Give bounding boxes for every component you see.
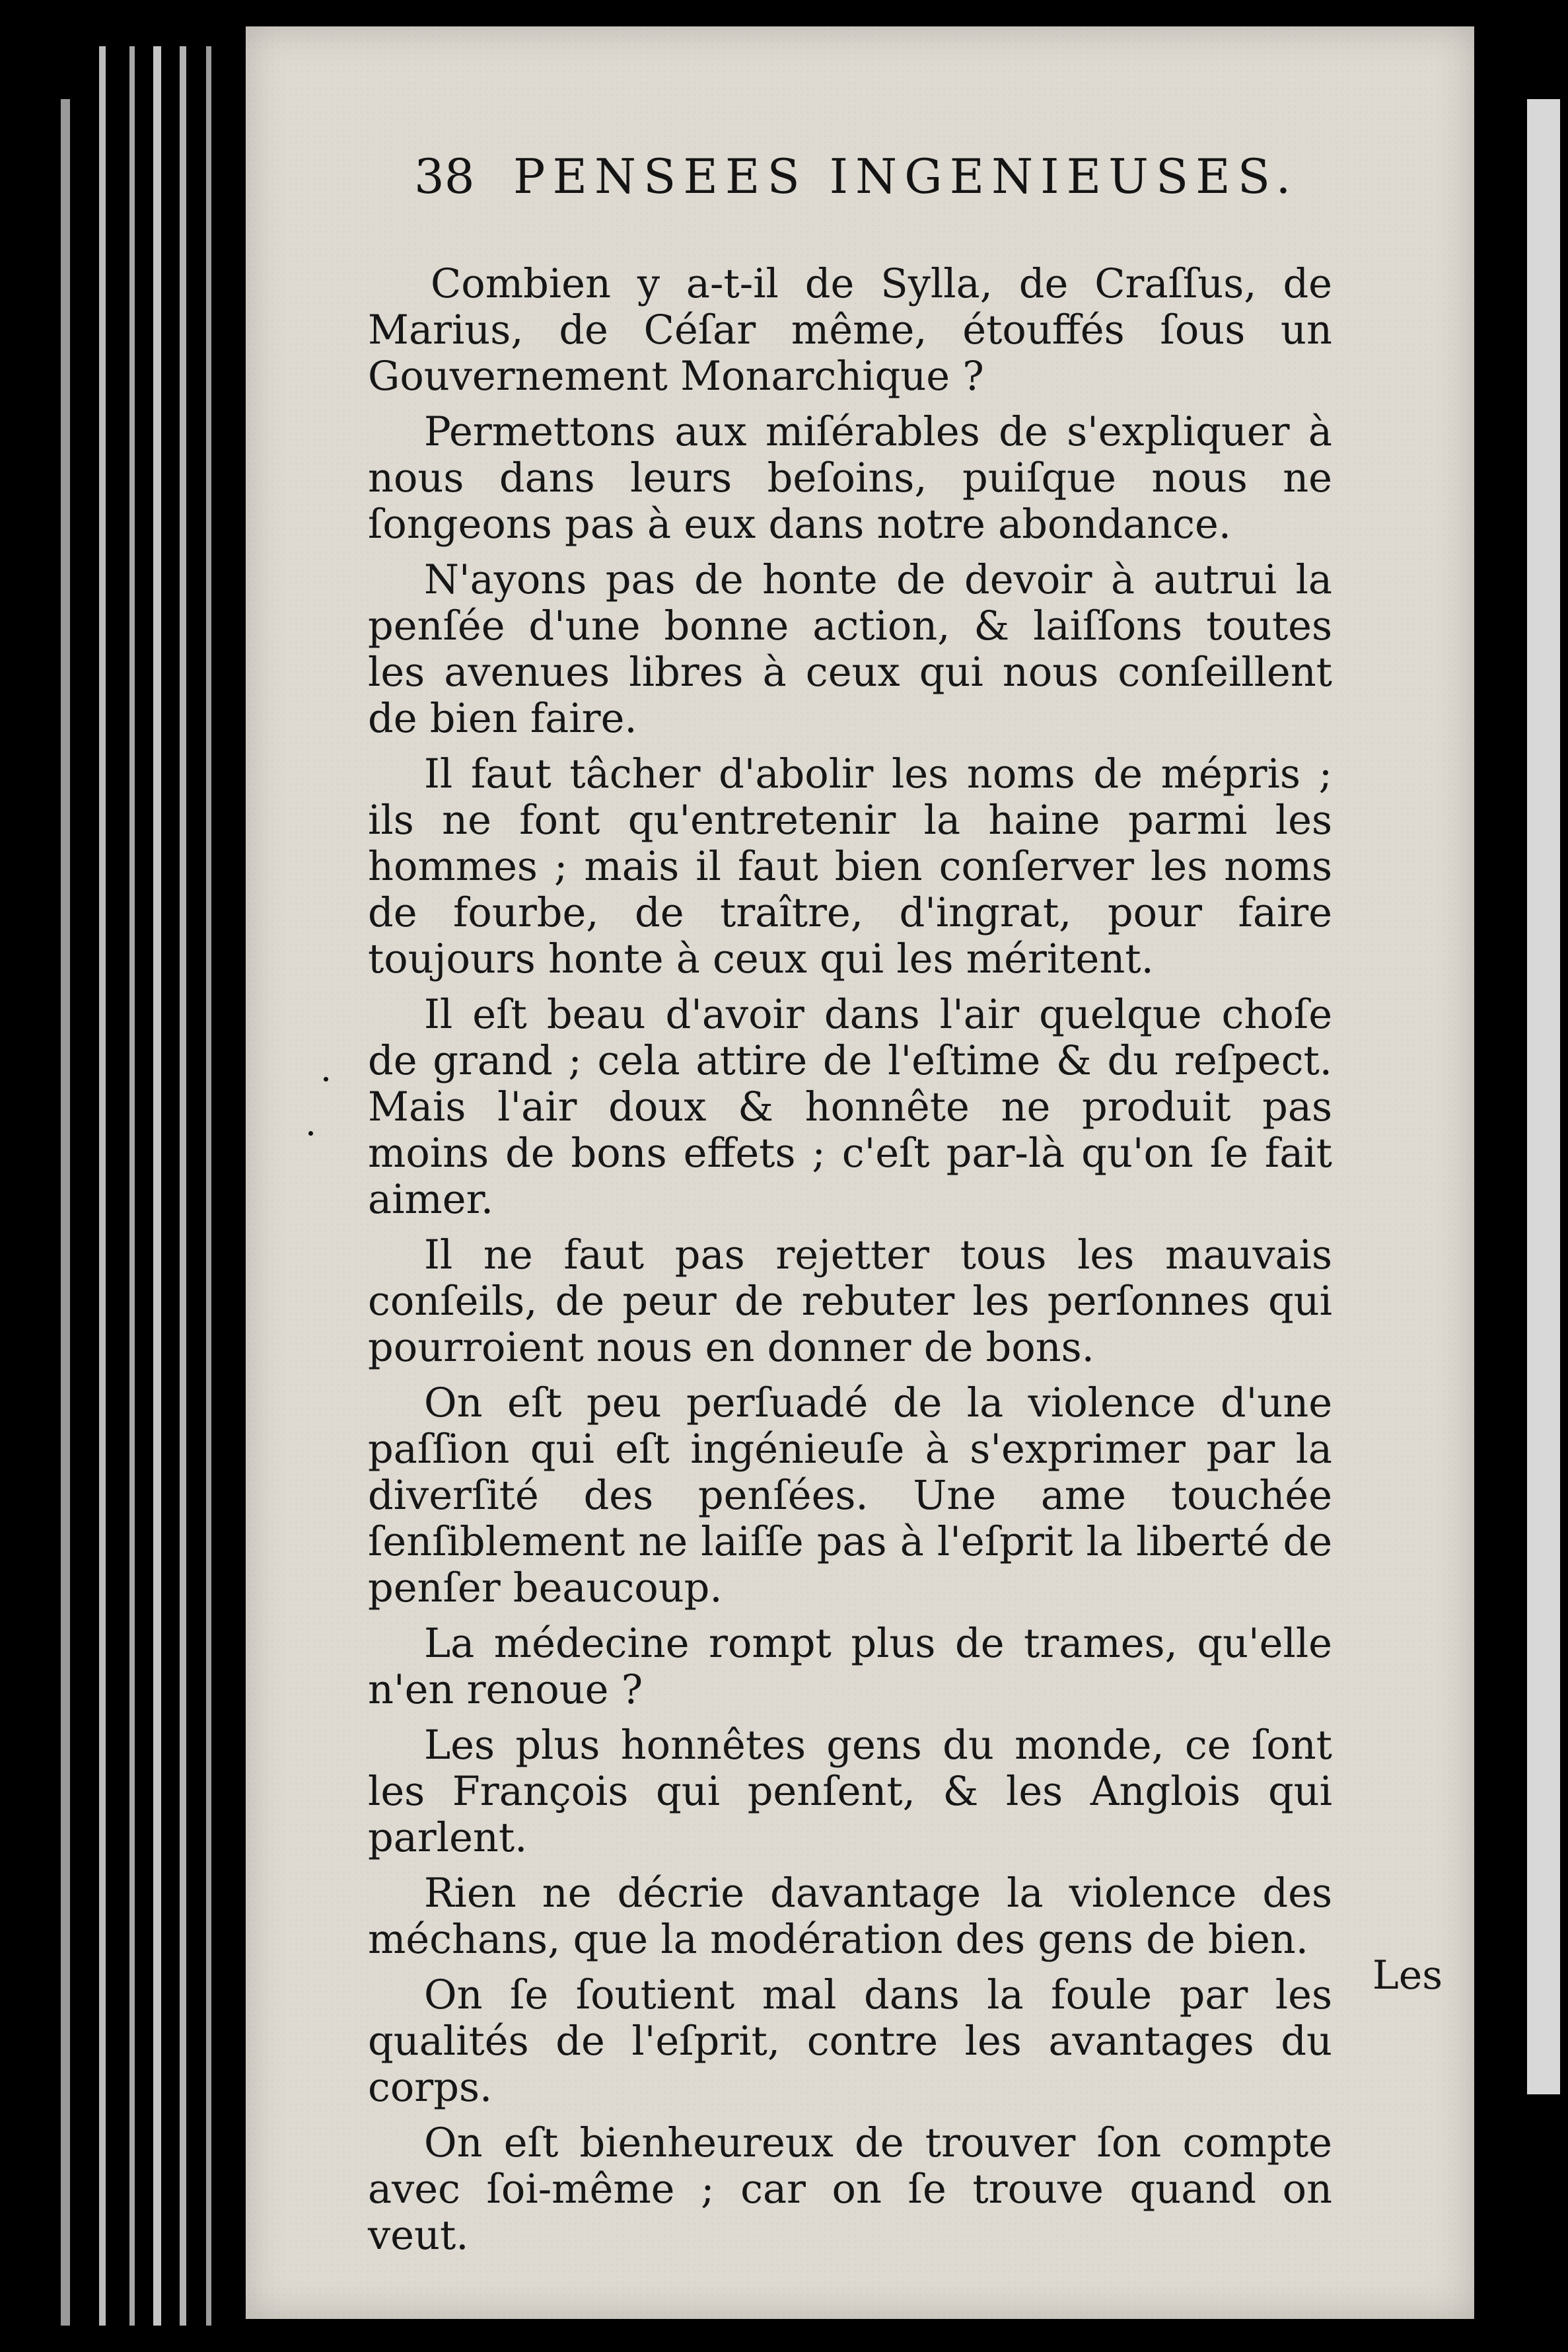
binding-edge (206, 46, 211, 2326)
adjacent-page-edge (1527, 99, 1560, 2094)
paragraph: On ſe ſoutient mal dans la foule par les qualités de l'eſprit, contre les avantages du corps. (368, 1972, 1332, 2111)
paragraph: Il eſt beau d'avoir dans l'air quelque choſe de grand ; cela attire de l'eſtime & du reſpect. Mais l'air doux & honnête ne produit pas moins de bons effets ; c'eſt par-là qu'on ſe fait aimer. (368, 992, 1332, 1223)
body-text (368, 261, 1332, 2268)
paragraph: On eſt peu perſuadé de la violence d'une paſſion qui eſt ingénieuſe à s'exprimer par la diverſité des penſées. Une ame touchée ſenſiblement ne laiſſe pas à l'eſprit la liberté de penſer beaucoup. (368, 1380, 1332, 1611)
binding-edge (153, 46, 161, 2326)
binding-edge (61, 99, 70, 2326)
page-number: 38 (414, 149, 475, 204)
binding-edge (129, 46, 135, 2326)
running-head (414, 149, 1438, 221)
paragraph: Permettons aux miſérables de s'expliquer à nous dans leurs beſoins, puiſque nous ne ſongeons pas à eux dans notre abondance. (368, 409, 1332, 548)
ink-speck (324, 1077, 328, 1082)
paragraph: On eſt bienheureux de trouver ſon compte avec ſoi-même ; car on ſe trouve quand on veut. (368, 2120, 1332, 2259)
running-head-title: PENSEES INGENIEUSES. (513, 149, 1299, 204)
paragraph: Combien y a-t-il de Sylla, de Craſſus, de Marius, de Céſar même, étouffés ſous un Gouvernement Monarchique ? (368, 261, 1332, 400)
paragraph: Il ne faut pas rejetter tous les mauvais conſeils, de peur de rebuter les perſonnes qui pourroient nous en donner de bons. (368, 1232, 1332, 1371)
paragraph: Les plus honnêtes gens du monde, ce ſont les François qui penſent, & les Anglois qui parlent. (368, 1722, 1332, 1861)
book-page (246, 26, 1474, 2319)
paragraph: La médecine rompt plus de trames, qu'elle n'en renoue ? (368, 1621, 1332, 1713)
paragraph: Rien ne décrie davantage la violence des méchans, que la modération des gens de bien. (368, 1870, 1332, 1963)
paragraph: Il faut tâcher d'abolir les noms de mépris ; ils ne font qu'entretenir la haine parmi les hommes ; mais il faut bien conſerver les noms de fourbe, de traître, d'ingrat, pour faire toujours honte à ceux qui les méritent. (368, 751, 1332, 982)
binding-edge (180, 46, 186, 2326)
ink-speck (308, 1131, 313, 1136)
binding-edge (99, 46, 106, 2326)
paragraph: N'ayons pas de honte de devoir à autrui la penſée d'une bonne action, & laiſſons toutes les avenues libres à ceux qui nous conſeillent de bien faire. (368, 557, 1332, 742)
catchword: Les (1372, 1952, 1443, 1999)
